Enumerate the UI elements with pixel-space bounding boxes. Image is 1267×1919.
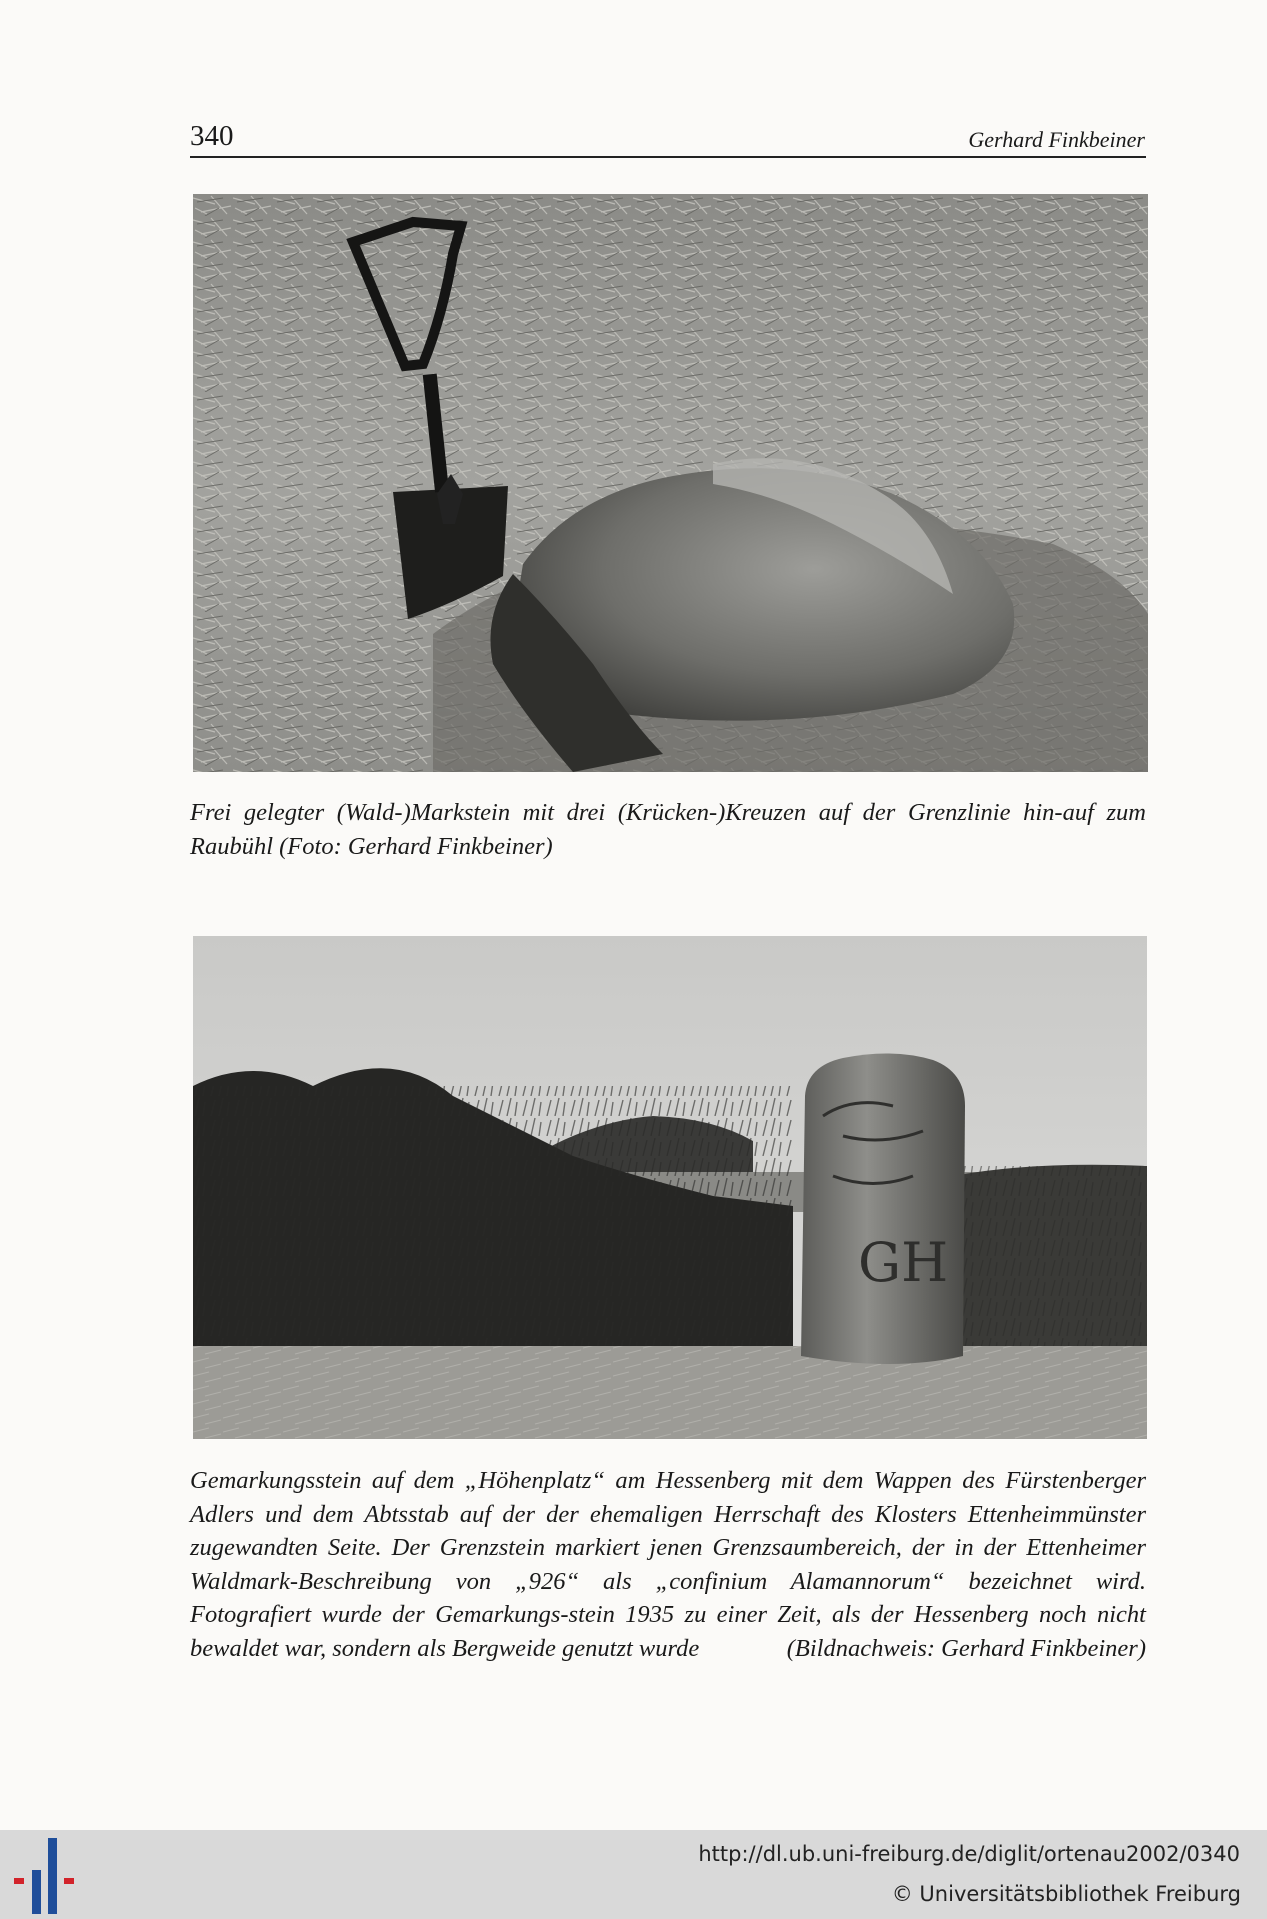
- footer-copyright: © Universitätsbibliothek Freiburg: [891, 1882, 1241, 1906]
- figure-caption-2-text: Gemarkungsstein auf dem „Höhenplatz“ am Hessenberg mit dem Wappen des Fürstenberger Adlers und dem Abtsstab auf der der ehemaligen Herrschaft des Klosters Ettenheimmünster zugewandten Seite. Der Grenzstein markiert jenen Grenzsaumbereich, der in der Ettenheimer Waldmark-Beschreibung von „926“ als „confinium Alamannorum“ bezeichnet wird. Fotografiert wurde der Gemarkungs-stein 1935 zu einer Zeit, als der Hessenberg noch nicht bewaldet war, sondern als Bergweide genutzt wurde: [190, 1467, 1146, 1662]
- figure-caption-2-credit: (Bildnachweis: Gerhard Finkbeiner): [786, 1634, 1146, 1662]
- photo-boundary-stone-with-shovel: [193, 194, 1148, 772]
- footer-bar: [0, 1830, 1267, 1919]
- figure-caption-1: Frei gelegter (Wald-)Markstein mit drei (Krücken-)Kreuzen auf der Grenzlinie hin-auf zum Raubühl (Foto: Gerhard Finkbeiner): [190, 799, 1146, 860]
- photo-hessenberg-boundary-stone: [193, 936, 1147, 1439]
- ub-freiburg-logo-icon: [14, 1838, 86, 1914]
- page-number: 340: [190, 120, 234, 152]
- header-rule: [190, 156, 1146, 158]
- figure-caption-2: [190, 1464, 1146, 1665]
- stone-inscription: GH: [858, 1231, 949, 1294]
- running-head: Gerhard Finkbeiner: [968, 127, 1145, 152]
- footer-url-link[interactable]: http://dl.ub.uni-freiburg.de/diglit/ortenau2002/0340: [698, 1842, 1240, 1866]
